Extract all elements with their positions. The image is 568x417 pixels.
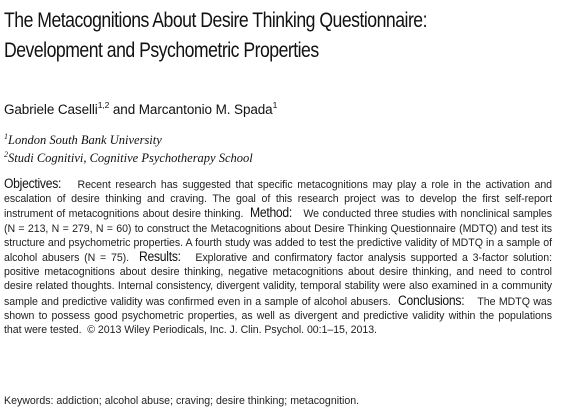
abstract [4,177,552,337]
abstract-conclusions-text: The MDTQ was shown to possess good psychometric properties, as well as divergent and predictive validity within the populations that were tested. [4,295,552,337]
paper-title [4,6,558,66]
author-affiliation-marker: 1,2 [97,100,110,110]
abstract-method-text: We conducted three studies with nonclinical samples (N = 213, N = 279, N = 60) to construct the Metacognitions about Desire Thinking Questionnaire (MDTQ) and test its structure and psychometric properties. A fourth study was added to test the predictive validity of MDTQ in a sample of alcohol abusers (N = 75). [4,208,552,265]
affiliation-name: London South Bank University [8,133,162,147]
affiliation [4,151,253,166]
abstract-results-heading: Results: [138,249,181,265]
affiliation [4,133,162,148]
affiliation-marker: 2 [4,150,8,159]
paper-title-line-2: Development and Psychometric Properties [4,39,319,62]
abstract-objectives-text: Recent research has suggested that specific metacognitions may play a role in the activation and escalation of desire thinking and craving. The goal of this research project was to develop the first self-report instrument of metacognitions about desire thinking. [4,179,552,221]
affiliation-name: Studi Cognitivi, Cognitive Psychotherapy School [8,151,253,165]
author-affiliation-marker: 1 [272,100,278,110]
abstract-results-text: Explorative and confirmatory factor analysis supported a 3-factor solution: positive metacognitions about desire thinking, negative metacognitions about desire thinking, and need to control desire related thoughts. Internal consistency, divergent validity, temporal stability were also examined in a community sample and predictive validity was confirmed even in a sample of alcohol abusers. [4,252,552,308]
affiliation-marker: 1 [4,132,8,141]
author-name: Gabriele Caselli [4,102,98,117]
copyright-notice: © 2013 Wiley Periodicals, Inc. J. Clin. Psychol. 00:1–15, 2013. [87,324,377,337]
abstract-method-heading: Method: [250,205,293,221]
abstract-conclusions-heading: Conclusions: [397,292,464,308]
author-list [4,102,277,117]
paper-title-line-1: The Metacognitions About Desire Thinking Questionnaire: [4,9,428,32]
author-name: Marcantonio M. Spada [138,102,273,117]
abstract-objectives-heading: Objectives: [4,176,62,191]
author-connector: and [109,102,139,117]
keywords: Keywords: addiction; alcohol abuse; craving; desire thinking; metacognition. [4,395,360,407]
